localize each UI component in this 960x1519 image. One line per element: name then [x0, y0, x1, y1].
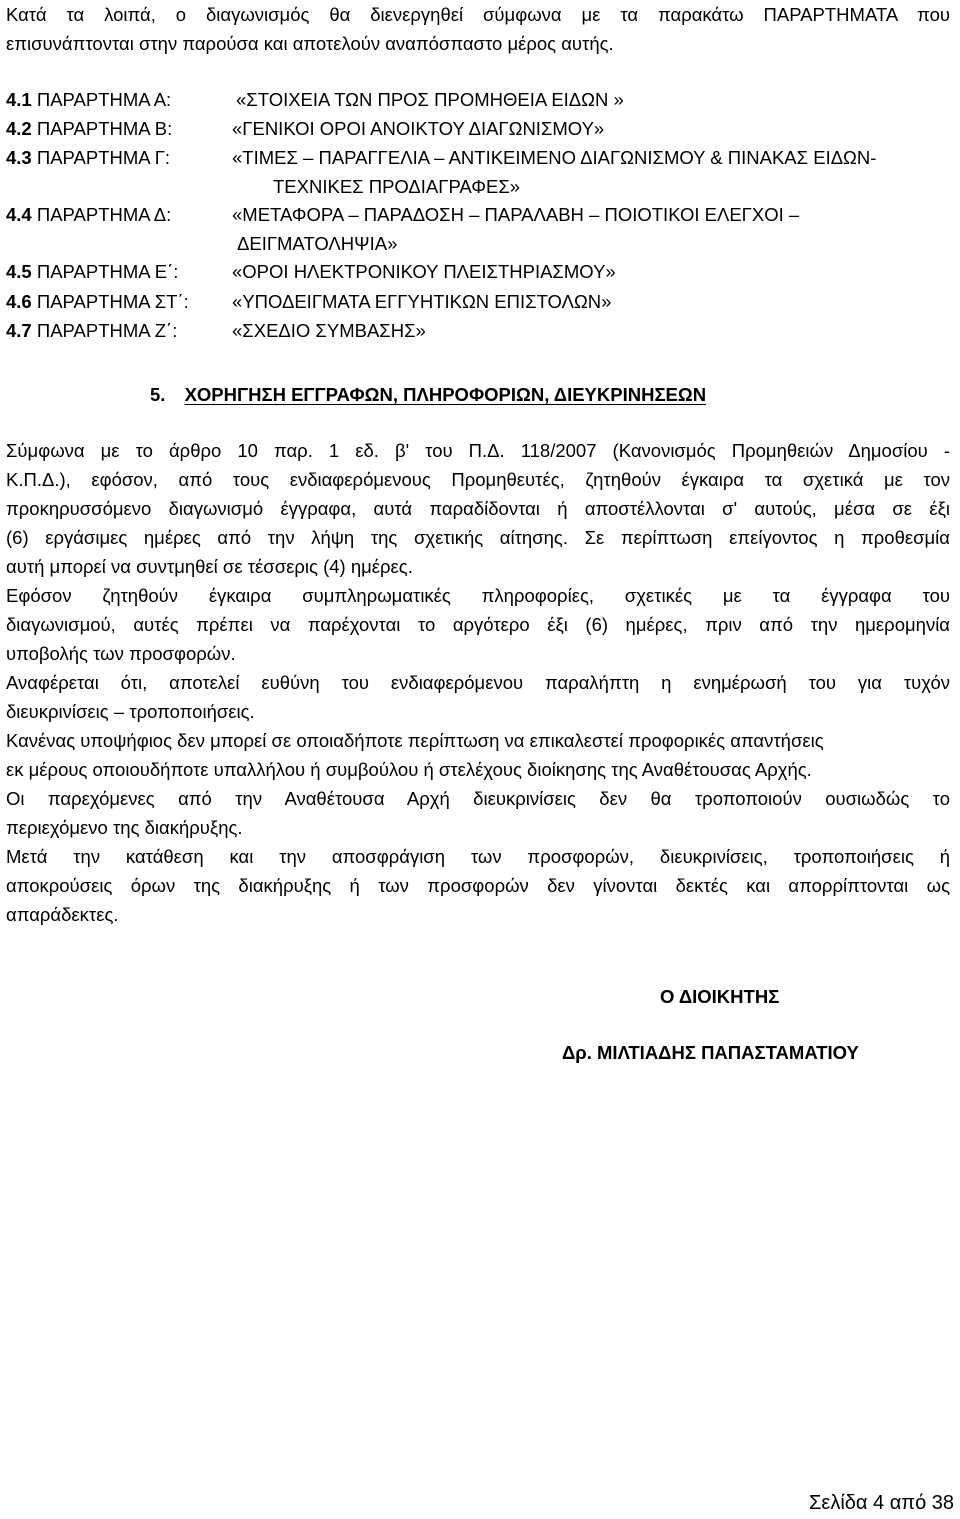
- annex-title: «ΣΧΕΔΙΟ ΣΥΜΒΑΣΗΣ»: [232, 320, 426, 341]
- paragraph-line: Κ.Π.Δ.), εφόσον, από τους ενδιαφερόμενους Προμηθευτές, ζητηθούν έγκαιρα τα σχετικά με τον: [6, 469, 950, 490]
- paragraph-line: Αναφέρεται ότι, αποτελεί ευθύνη του ενδιαφερόμενου παραλήπτη η ενημέρωσή του για τυχόν: [6, 672, 950, 693]
- section-number: 5.: [150, 384, 166, 405]
- paragraph-line: Μετά την κατάθεση και την αποσφράγιση των προσφορών, διευκρινίσεις, τροποποιήσεις ή: [6, 846, 950, 867]
- paragraph-line: Κανένας υποψήφιος δεν μπορεί σε οποιαδήποτε περίπτωση να επικαλεστεί προφορικές απαντήσεις: [6, 730, 824, 751]
- annex-number: 4.2: [6, 118, 32, 139]
- paragraph-line: (6) εργάσιμες ημέρες από την λήψη της σχετικής αίτησης. Σε περίπτωση επείγοντος η προθεσμία: [6, 527, 950, 548]
- annex-number: 4.3: [6, 147, 32, 168]
- annex-title: «ΟΡΟΙ ΗΛΕΚΤΡΟΝΙΚΟΥ ΠΛΕΙΣΤΗΡΙΑΣΜΟΥ»: [232, 261, 616, 282]
- paragraph-line: υποβολής των προσφορών.: [6, 643, 236, 664]
- annex-title: «ΣΤΟΙΧΕΙΑ ΤΩΝ ΠΡΟΣ ΠΡΟΜΗΘΕΙΑ ΕΙΔΩΝ »: [236, 89, 624, 110]
- annex-number: 4.1: [6, 89, 32, 110]
- section-title: ΧΟΡΗΓΗΣΗ ΕΓΓΡΑΦΩΝ, ΠΛΗΡΟΦΟΡΙΩΝ, ΔΙΕΥΚΡΙΝΗΣΕΩΝ: [184, 384, 707, 405]
- paragraph-line: διαγωνισμού, αυτές πρέπει να παρέχονται το αργότερο έξι (6) ημέρες, πριν από την ημερομηνία: [6, 614, 950, 635]
- paragraph-line: απαράδεκτες.: [6, 904, 119, 925]
- annex-title: «ΜΕΤΑΦΟΡΑ – ΠΑΡΑΔΟΣΗ – ΠΑΡΑΛΑΒΗ – ΠΟΙΟΤΙΚΟΙ ΕΛΕΓΧΟΙ –: [232, 204, 800, 225]
- annex-title-continued: ΔΕΙΓΜΑΤΟΛΗΨΙΑ»: [237, 233, 398, 254]
- section-heading: [150, 383, 706, 407]
- annex-label: ΠΑΡΑΡΤΗΜΑ Α:: [31, 89, 172, 110]
- intro-line-1: Κατά τα λοιπά, ο διαγωνισμός θα διενεργηθεί σύμφωνα με τα παρακάτω ΠΑΡΑΡΤΗΜΑΤΑ που: [6, 4, 950, 25]
- annex-label: ΠΑΡΑΡΤΗΜΑ Γ:: [31, 147, 171, 168]
- intro-line-2: επισυνάπτονται στην παρούσα και αποτελούν αναπόσπαστο μέρος αυτής.: [6, 33, 614, 54]
- paragraph-line: προκηρυσσόμενο διαγωνισμό έγγραφα, αυτά παραδίδονται ή αποστέλλονται σ' αυτούς, μέσα σε έξι: [6, 498, 950, 519]
- annex-label: ΠΑΡΑΡΤΗΜΑ Ε΄:: [31, 261, 179, 282]
- annex-title: «ΤΙΜΕΣ – ΠΑΡΑΓΓΕΛΙΑ – ΑΝΤΙΚΕΙΜΕΝΟ ΔΙΑΓΩΝΙΣΜΟΥ & ΠΙΝΑΚΑΣ ΕΙΔΩΝ-: [232, 147, 877, 168]
- annex-number: 4.5: [6, 261, 32, 282]
- annex-number: 4.4: [6, 204, 32, 225]
- paragraph-line: Οι παρεχόμενες από την Αναθέτουσα Αρχή διευκρινίσεις δεν θα τροποποιούν ουσιωδώς το: [6, 788, 950, 809]
- annex-label: ΠΑΡΑΡΤΗΜΑ Δ:: [31, 204, 172, 225]
- annex-title-continued: ΤΕΧΝΙΚΕΣ ΠΡΟΔΙΑΓΡΑΦΕΣ»: [273, 176, 521, 197]
- annex-label: ΠΑΡΑΡΤΗΜΑ Β:: [31, 118, 173, 139]
- paragraph-line: Σύμφωνα με το άρθρο 10 παρ. 1 εδ. β' του Π.Δ. 118/2007 (Κανονισμός Προμηθειών Δημοσίου -: [6, 440, 950, 461]
- annex-title: «ΥΠΟΔΕΙΓΜΑΤΑ ΕΓΓΥΗΤΙΚΩΝ ΕΠΙΣΤΟΛΩΝ»: [232, 291, 612, 312]
- paragraph-line: Εφόσον ζητηθούν έγκαιρα συμπληρωματικές πληροφορίες, σχετικές με τα έγγραφα του: [6, 585, 950, 606]
- paragraph-line: αποκρούσεις όρων της διακήρυξης ή των προσφορών δεν γίνονται δεκτές και απορρίπτονται ως: [6, 875, 950, 896]
- signatory-role: Ο ΔΙΟΙΚΗΤΗΣ: [660, 986, 780, 1007]
- page-number: Σελίδα 4 από 38: [809, 1492, 954, 1514]
- annex-label: ΠΑΡΑΡΤΗΜΑ ΣΤ΄:: [31, 291, 189, 312]
- annex-number: 4.6: [6, 291, 32, 312]
- paragraph-line: διευκρινίσεις – τροποποιήσεις.: [6, 701, 255, 722]
- annex-title: «ΓΕΝΙΚΟΙ ΟΡΟΙ ΑΝΟΙΚΤΟΥ ΔΙΑΓΩΝΙΣΜΟΥ»: [232, 118, 605, 139]
- paragraph-line: περιεχόμενο της διακήρυξης.: [6, 817, 243, 838]
- paragraph-line: εκ μέρους οποιουδήποτε υπαλλήλου ή συμβούλου ή στελέχους διοίκησης της Αναθέτουσας Αρχής.: [6, 759, 812, 780]
- annex-label: ΠΑΡΑΡΤΗΜΑ Ζ΄:: [31, 320, 178, 341]
- annex-number: 4.7: [6, 320, 32, 341]
- paragraph-line: αυτή μπορεί να συντμηθεί σε τέσσερις (4) ημέρες.: [6, 556, 413, 577]
- signatory-name: Δρ. ΜΙΛΤΙΑΔΗΣ ΠΑΠΑΣΤΑΜΑΤΙΟΥ: [562, 1042, 859, 1063]
